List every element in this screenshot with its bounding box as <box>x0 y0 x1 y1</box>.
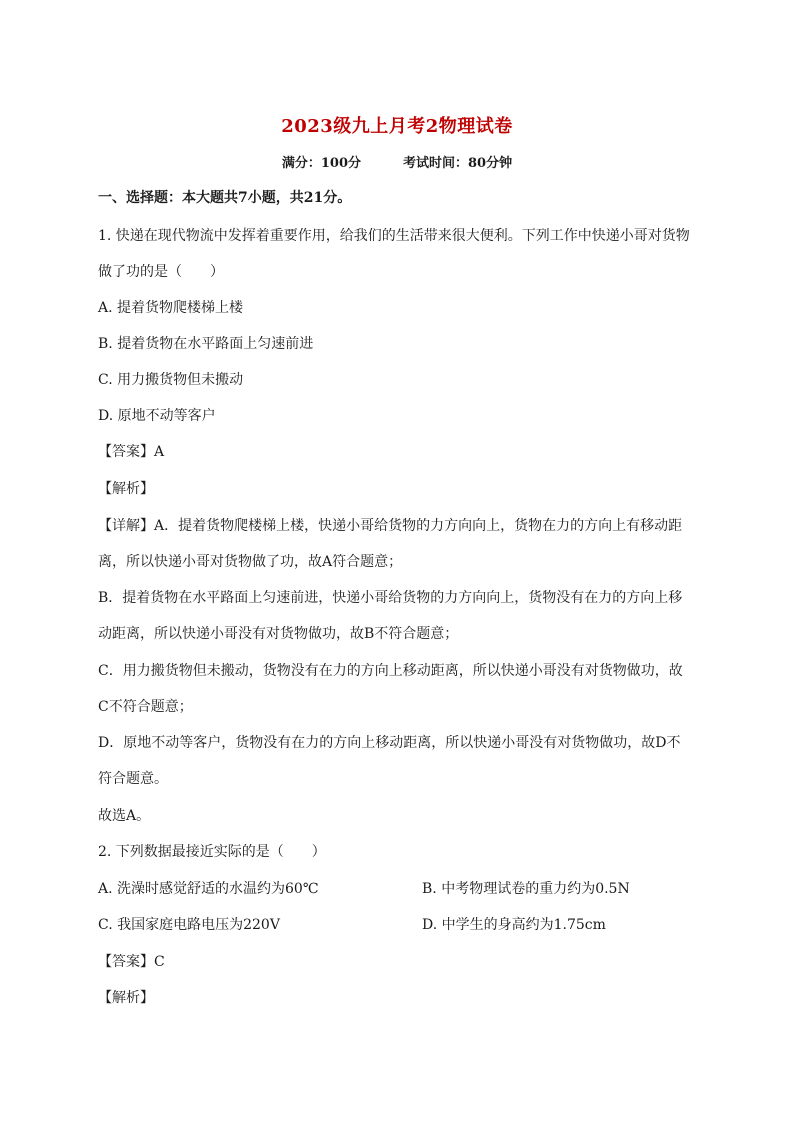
section-heading: 一、选择题：本大题共7小题，共21分。 <box>98 190 352 206</box>
q1-detail-line8: 符合题意。 <box>98 771 168 787</box>
q2-option-b: B. 中考物理试卷的重力约为0.5N <box>422 881 630 897</box>
q2-answer: 【答案】C <box>98 954 165 970</box>
q1-option-c: C. 用力搬货物但未搬动 <box>98 372 244 388</box>
q1-stem-line1: 1. 快递在现代物流中发挥着重要作用，给我们的生活带来很大便利。下列工作中快递小哥对货物 <box>98 228 690 244</box>
q2-option-d: D. 中学生的身高约为1.75cm <box>422 917 606 933</box>
q1-detail-line4: 动距离，所以快递小哥没有对货物做功，故B不符合题意； <box>98 626 459 642</box>
q1-option-a: A. 提着货物爬楼梯上楼 <box>98 300 244 316</box>
q1-analysis-label: 【解析】 <box>98 481 154 497</box>
q2-analysis-label: 【解析】 <box>98 990 154 1006</box>
q1-detail-line6: C不符合题意； <box>98 699 193 715</box>
q1-detail-line3: B．提着货物在水平路面上匀速前进，快递小哥给货物的力方向向上，货物没有在力的方向上移 <box>98 590 683 606</box>
q1-answer: 【答案】A <box>98 444 165 460</box>
q1-stem-line2: 做了功的是（ ） <box>98 264 224 280</box>
q1-detail-line5: C．用力搬货物但未搬动，货物没有在力的方向上移动距离，所以快递小哥没有对货物做功，故 <box>98 663 683 679</box>
q1-detail-line7: D．原地不动等客户，货物没有在力的方向上移动距离，所以快递小哥没有对货物做功，故D不 <box>98 735 681 751</box>
q2-stem: 2. 下列数据最接近实际的是（ ） <box>98 844 326 860</box>
q1-detail-line1: 【详解】A．提着货物爬楼梯上楼，快递小哥给货物的力方向向上，货物在力的方向上有移动距 <box>98 518 683 534</box>
q1-detail-line2: 离，所以快递小哥对货物做了功，故A符合题意； <box>98 554 403 570</box>
full-score: 满分：100分 <box>281 156 362 171</box>
q2-option-a: A. 洗澡时感觉舒适的水温约为60℃ <box>98 881 319 897</box>
q2-option-c: C. 我国家庭电路电压为220V <box>98 917 280 933</box>
exam-time: 考试时间：80分钟 <box>403 156 513 171</box>
exam-meta <box>0 152 794 171</box>
q1-option-b: B. 提着货物在水平路面上匀速前进 <box>98 336 314 352</box>
q1-conclusion: 故选A。 <box>98 808 151 824</box>
exam-title: 2023级九上月考2物理试卷 <box>281 116 513 137</box>
q1-option-d: D. 原地不动等客户 <box>98 408 216 424</box>
